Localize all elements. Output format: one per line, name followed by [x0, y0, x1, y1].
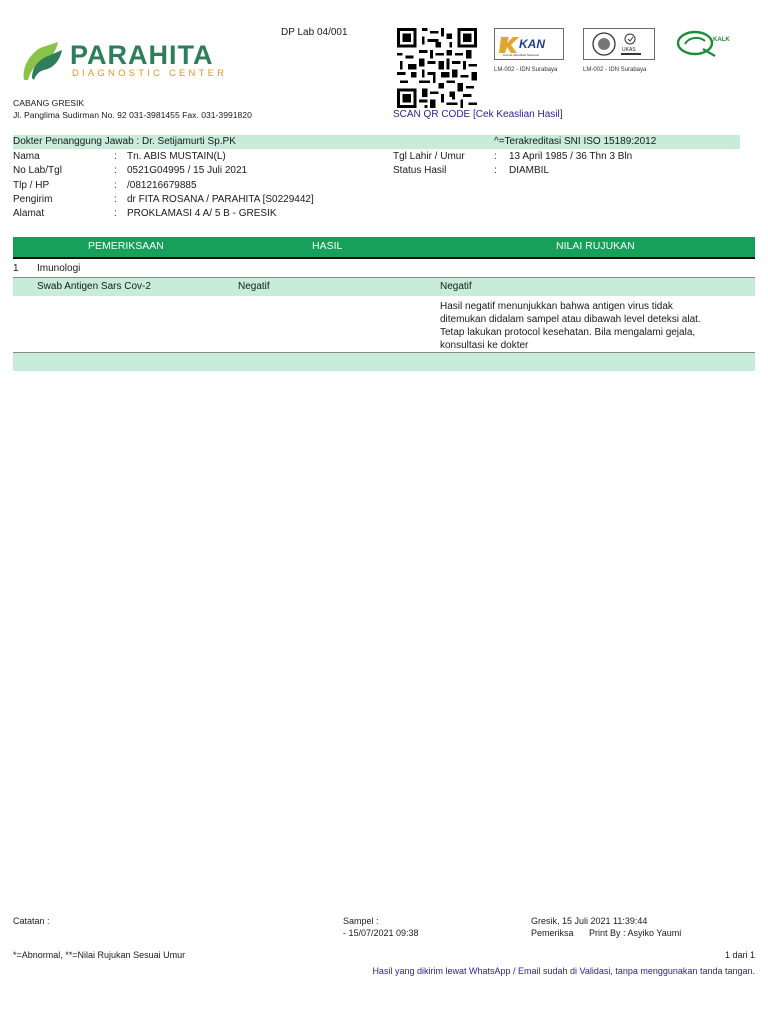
colon: :: [114, 194, 117, 205]
colon: :: [114, 165, 117, 176]
responsible-doctor: Dokter Penanggung Jawab : Dr. Setijamurti Sp.PK: [13, 136, 236, 147]
test-name: Swab Antigen Sars Cov-2: [37, 281, 151, 292]
colon: :: [114, 151, 117, 162]
section-name: Imunologi: [37, 263, 81, 274]
colon: :: [494, 151, 497, 162]
kan-caption: LM-002 - IDN Surabaya: [494, 67, 558, 73]
page-number: 1 dari 1: [724, 950, 755, 960]
branch-address: Jl. Panglima Sudirman No. 92 031-3981455 Fax. 031-3991820: [13, 110, 252, 120]
svg-text:Komite Akreditasi Nasional: Komite Akreditasi Nasional: [503, 53, 539, 57]
table-footer-band: [13, 353, 755, 371]
printed-by: Print By : Asyiko Yaumi: [589, 928, 682, 938]
svg-text:KAN: KAN: [519, 37, 545, 51]
colon: :: [494, 165, 497, 176]
examiner-label: Pemeriksa: [531, 928, 574, 938]
svg-text:UKAS: UKAS: [622, 47, 636, 53]
patient-dob-age: 13 April 1985 / 36 Thn 3 Bln: [509, 151, 633, 162]
patient-address: PROKLAMASI 4 A/ 5 B - GRESIK: [127, 208, 277, 219]
patient-name: Tn. ABIS MUSTAIN(L): [127, 151, 226, 162]
ukas-accreditation-logo: [583, 28, 655, 60]
test-result: Negatif: [238, 281, 270, 292]
test-reference: Negatif: [440, 281, 472, 292]
document-code: DP Lab 04/001: [281, 27, 348, 38]
result-status: DIAMBIL: [509, 165, 550, 176]
accreditation-note: ^=Terakreditasi SNI ISO 15189:2012: [494, 136, 657, 147]
branch-name: CABANG GRESIK: [13, 98, 85, 108]
patient-label-sender: Pengirim: [13, 194, 53, 205]
patient-label-dob: Tgl Lahir / Umur: [393, 151, 465, 162]
ukas-logo-icon: [584, 29, 654, 59]
colon: :: [114, 208, 117, 219]
patient-label-name: Nama: [13, 151, 40, 162]
note-line: konsultasi ke dokter: [440, 340, 529, 351]
table-header-divider: [13, 257, 755, 259]
qr-code-icon[interactable]: [395, 28, 479, 108]
section-number: 1: [13, 263, 19, 274]
validation-note: Hasil yang dikirim lewat WhatsApp / Email sudah di Validasi, tanpa menggunakan tanda tangan.: [372, 966, 755, 976]
kan-logo-icon: [495, 29, 563, 59]
patient-label-phone: Tlp / HP: [13, 180, 50, 191]
legend-abnormal: *=Abnormal, **=Nilai Rujukan Sesuai Umur: [13, 950, 186, 960]
column-header-reference: NILAI RUJUKAN: [556, 240, 635, 252]
kalk-logo: [675, 28, 735, 58]
svg-text:KALK: KALK: [713, 37, 730, 43]
colon: :: [114, 180, 117, 191]
notes-label: Catatan :: [13, 916, 50, 926]
column-header-result: HASIL: [312, 240, 343, 252]
patient-label-address: Alamat: [13, 208, 45, 219]
patient-label-lab-no: No Lab/Tgl: [13, 165, 62, 176]
lab-number-date: 0521G04995 / 15 Juli 2021: [127, 165, 248, 176]
column-header-examination: PEMERIKSAAN: [88, 240, 164, 252]
kalk-logo-icon: [675, 28, 735, 58]
sample-label: Sampel :: [343, 916, 379, 926]
brand-subtitle: DIAGNOSTIC CENTER: [72, 68, 228, 79]
kan-accreditation-logo: [494, 28, 564, 60]
print-place-datetime: Gresik, 15 Juli 2021 11:39:44: [531, 916, 648, 926]
note-line: Hasil negatif menunjukkan bahwa antigen virus tidak: [440, 301, 673, 312]
parahita-logo-icon: [18, 38, 64, 84]
note-line: Tetap lakukan protocol kesehatan. Bila mengalami gejala,: [440, 327, 696, 338]
result-interpretation-note: [440, 300, 755, 352]
patient-label-status: Status Hasil: [393, 165, 447, 176]
brand-name: PARAHITA: [70, 40, 214, 70]
note-line: ditemukan didalam sampel atau dibawah level deteksi alat.: [440, 314, 701, 325]
patient-phone: /081216679885: [127, 180, 197, 191]
ukas-caption: LM-002 - IDN Surabaya: [583, 67, 647, 73]
scan-qr-link[interactable]: SCAN QR CODE [Cek Keaslian Hasil]: [393, 109, 563, 120]
sender: dr FITA ROSANA / PARAHITA [S0229442]: [127, 194, 314, 205]
sample-datetime: - 15/07/2021 09:38: [343, 928, 419, 938]
